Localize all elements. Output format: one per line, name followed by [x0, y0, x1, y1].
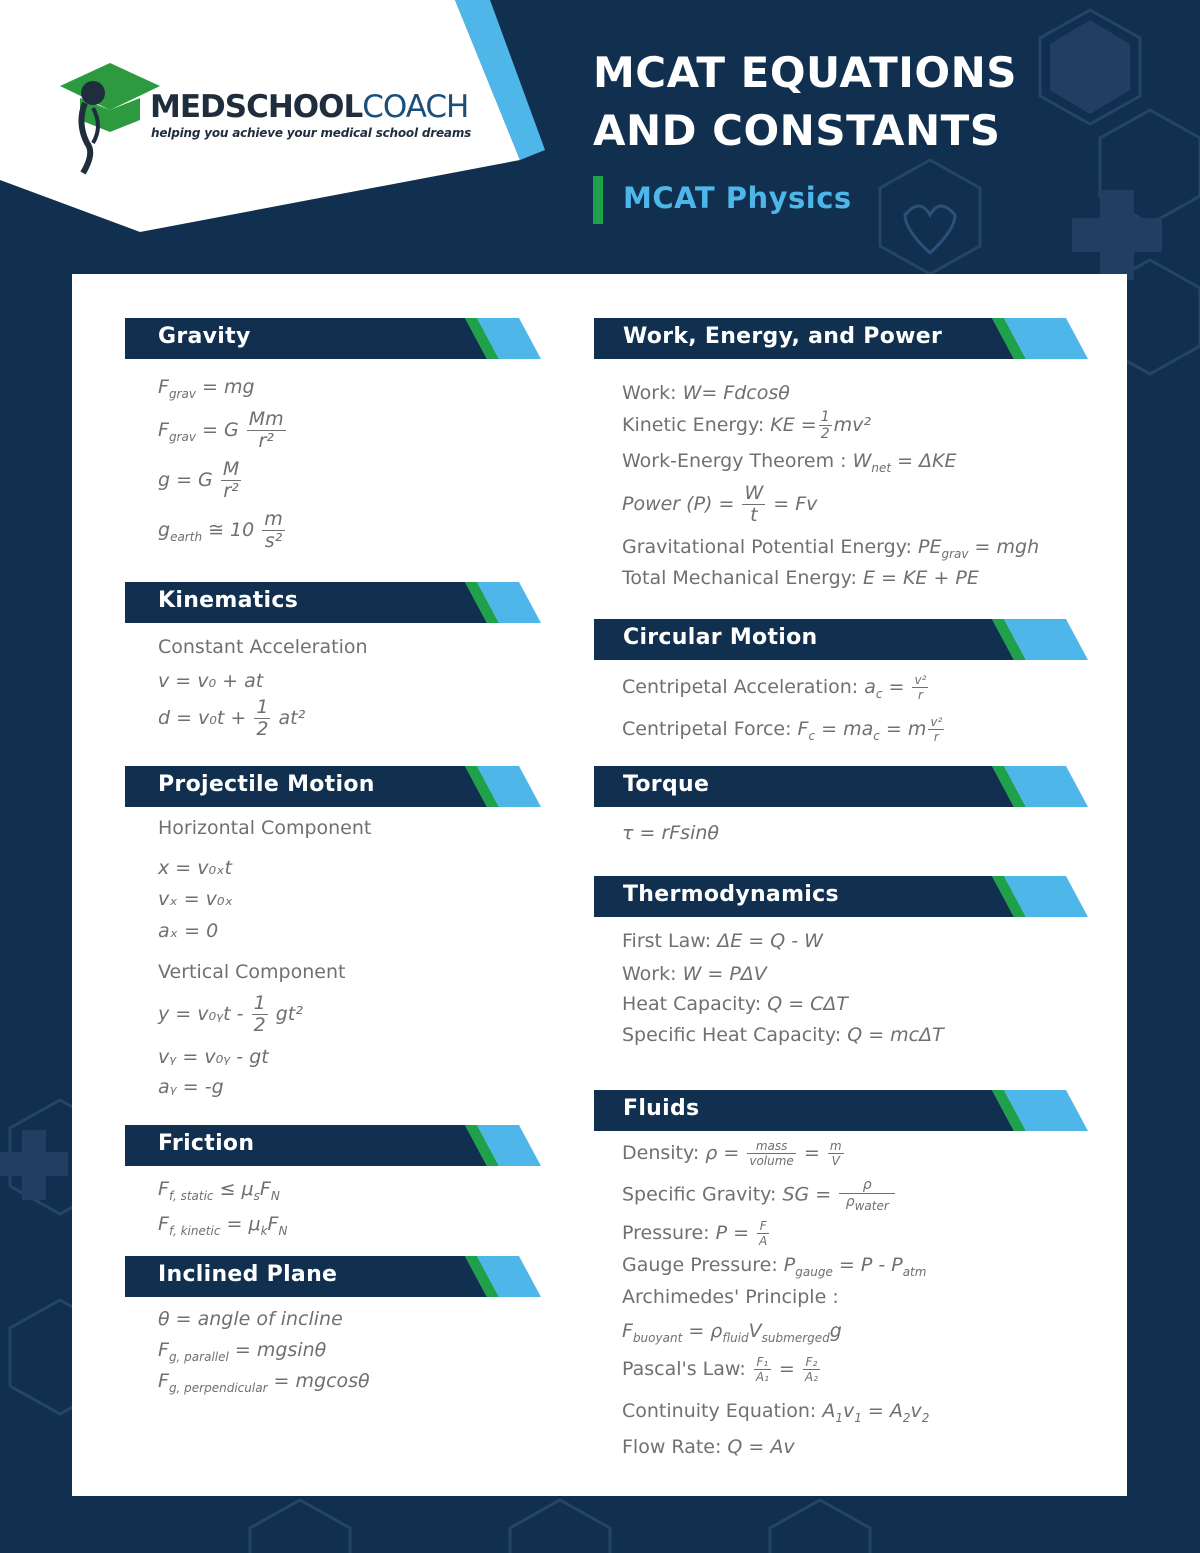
equation-work: Work: W= Fdcosθ	[622, 382, 790, 404]
equation-centripetal-acceleration: Centripetal Acceleration: $a_c$ = $\frac{\text{v²}}{r}$	[622, 673, 927, 702]
equation-vertical-velocity: vᵧ = v₀ᵧ - gt	[158, 1046, 269, 1068]
equation-gauge-pressure: Gauge Pressure: $P_{gauge} = P - P_{atm}$	[622, 1254, 927, 1279]
section-header-work-energy-power: Work, Energy, and Power	[594, 318, 1088, 359]
equation-density: Density: ρ = $\frac{\text{mass}}{\text{volume}}$ = $\frac{m}{V}$	[622, 1139, 842, 1168]
equation-gravitational-field: g = G $\frac{M}{\text{r²}}$	[158, 458, 240, 502]
equation-specific-gravity: Specific Gravity: SG = $\frac{\rho}{\rho_{water}}$	[622, 1178, 897, 1212]
brand-name: MEDSCHOOLCOACH	[150, 89, 469, 125]
equation-specific-heat-capacity: Specific Heat Capacity: Q = mcΔT	[622, 1024, 944, 1046]
equation-heat-capacity: Heat Capacity: Q = CΔT	[622, 993, 849, 1015]
equations-card	[72, 274, 1127, 1496]
equation-earth-gravity: $g_{earth}$ ≅ 10 $\frac{m}{\text{s²}}$	[158, 508, 283, 552]
brand-tagline: helping you achieve your medical school dreams	[151, 126, 472, 140]
section-header-friction: Friction	[125, 1125, 541, 1166]
equation-first-law: First Law: ΔE = Q - W	[622, 930, 823, 952]
equation-total-mechanical-energy: Total Mechanical Energy: E = KE + PE	[622, 567, 979, 589]
equation-parallel-gravity: $F_{g, parallel} = mgsin\theta$	[158, 1339, 327, 1364]
equation-gravitational-potential-energy: Gravitational Potential Energy: $PE_{grav}$ = mgh	[622, 536, 1040, 561]
equation-displacement: d = v₀t + $\frac{1}{2}$ at²	[158, 696, 306, 740]
equation-continuity: Continuity Equation: $A_1v_1 = A_2v_2$	[622, 1400, 930, 1425]
equation-perpendicular-gravity: $F_{g, perpendicular} = mgcos\theta$	[158, 1370, 370, 1395]
equation-kinetic-friction: $F_{f, kinetic} = \mu_kF_N$	[158, 1213, 288, 1238]
section-header-gravity: Gravity	[125, 318, 541, 359]
label-vertical-component: Vertical Component	[158, 961, 346, 983]
graduation-cap-logo-icon	[55, 58, 165, 178]
section-header-kinematics: Kinematics	[125, 582, 541, 623]
equation-torque: τ = rFsinθ	[622, 822, 720, 844]
equation-static-friction: $F_{f, static} \le \mu_sF_N$	[158, 1178, 280, 1203]
equation-pascals-law: Pascal's Law: $\frac{\text{F₁}}{\text{A₁}}$ = $\frac{\text{F₂}}{\text{A₂}}$	[622, 1355, 818, 1384]
page-subtitle: MCAT Physics	[623, 181, 852, 215]
equation-vertical-acceleration: aᵧ = -g	[158, 1076, 224, 1098]
equation-kinetic-energy: Kinetic Energy: KE = $\frac{1}{2}$ mv²	[622, 409, 871, 442]
section-header-thermodynamics: Thermodynamics	[594, 876, 1088, 917]
page-title: MCAT EQUATIONS AND CONSTANTS	[593, 48, 1017, 155]
equation-vertical-position: y = v₀ᵧt - $\frac{1}{2}$ gt²	[158, 992, 303, 1036]
equation-centripetal-force: Centripetal Force: $F_c = ma_c = m$ $\frac{\text{v²}}{r}$	[622, 715, 943, 744]
equation-horizontal-acceleration: aₓ = 0	[158, 920, 219, 942]
equation-gravity-force: $F_{grav}$ = mg	[158, 376, 255, 401]
section-header-circular-motion: Circular Motion	[594, 619, 1088, 660]
section-header-inclined-plane: Inclined Plane	[125, 1256, 541, 1297]
equation-work-energy-theorem: Work-Energy Theorem : $W_{net} = \Delta KE$	[622, 450, 957, 475]
equation-horizontal-velocity: vₓ = v₀ₓ	[158, 888, 233, 910]
equation-angle-of-incline: θ = angle of incline	[158, 1308, 343, 1330]
equation-pressure: Pressure: P = $\frac{F}{A}$	[622, 1219, 768, 1248]
equation-velocity: v = v₀ + at	[158, 670, 264, 692]
equation-power: Power (P) = $\frac{W}{t}$ = Fv	[622, 482, 818, 526]
equation-universal-gravitation: $F_{grav} = G$ $\frac{Mm}{\text{r²}}$	[158, 408, 284, 452]
subtitle-accent-bar	[593, 176, 603, 224]
label-constant-acceleration: Constant Acceleration	[158, 636, 368, 658]
equation-buoyant-force: $F_{buoyant} = \rho_{fluid}V_{submerged}g$	[622, 1320, 842, 1345]
equation-thermo-work: Work: W = PΔV	[622, 963, 767, 985]
section-header-torque: Torque	[594, 766, 1088, 807]
equation-flow-rate: Flow Rate: Q = Av	[622, 1436, 795, 1458]
section-header-projectile-motion: Projectile Motion	[125, 766, 541, 807]
section-header-fluids: Fluids	[594, 1090, 1088, 1131]
label-archimedes-principle: Archimedes' Principle :	[622, 1286, 839, 1308]
label-horizontal-component: Horizontal Component	[158, 817, 372, 839]
equation-horizontal-position: x = v₀ₓt	[158, 857, 232, 879]
